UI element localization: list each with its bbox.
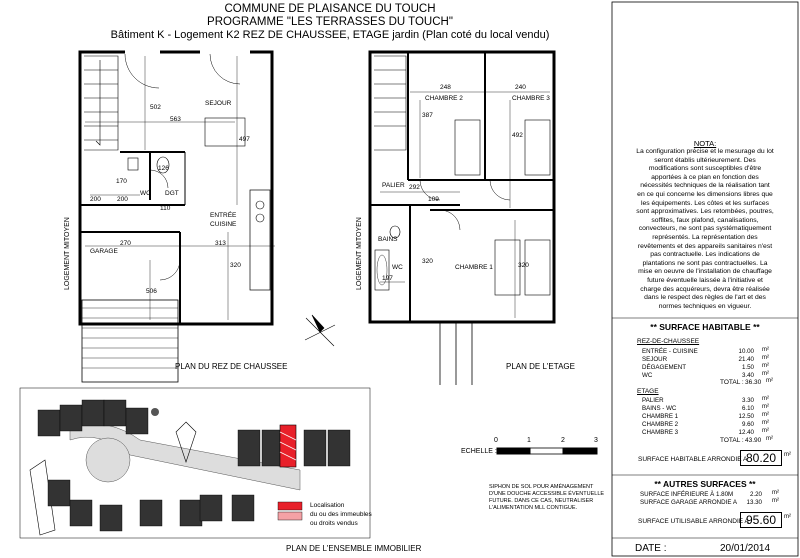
nota-title: NOTA: — [693, 139, 717, 148]
nota-block — [614, 139, 796, 311]
dim-492: 492 — [512, 132, 523, 139]
scale-tick-3: 3 — [594, 437, 598, 444]
scale-tick-0: 0 — [494, 437, 498, 444]
row-entree-cuisine: ENTRÉE - CUISINE 10.00 — [642, 348, 754, 355]
stair-rdc — [84, 56, 118, 150]
nota-body: La configuration précise et le mesurage du lot seront établis ultérieurement. Des modifications sont susceptibles d'être apportées à ce plan en fonction des nécessités techniques de la réalisation tant en ce qui concerne les dimensions libres que les équipements. Les côtes et les surfaces sont approximatives. Les retombées, poutres, soffites, faux plafond, canalisations, convecteurs, ne sont pas systématiquement représentés. La représentation des revêtements et des appareils sanitaires n'est pas contractuelle. Les indications de plantations ne sont pas contractuelles. La mise en oeuvre de l'installation de chauffage future éventuelle laissée à l'initiative et charge des acquéreurs, devra être réalisée dans le respect des règles de l'art et des normes techniques en vigueur. — [636, 148, 774, 310]
dim-197: 197 — [382, 275, 393, 282]
dim-320-etage-a: 320 — [422, 258, 433, 265]
dim-126: 126 — [158, 165, 169, 172]
legend-line-3: ou droits vendus — [310, 520, 358, 527]
dim-109: 109 — [428, 196, 439, 203]
scale-bar-graphic — [497, 448, 597, 454]
room-bains: BAINS — [378, 236, 398, 243]
row-surface-inferieure: SURFACE INFÉRIEURE À 1.80M 2.20 — [640, 491, 762, 498]
room-garage-rdc: GARAGE — [90, 248, 118, 255]
etage-label: ETAGE — [637, 388, 659, 395]
dim-313: 313 — [215, 240, 226, 247]
dim-320-etage-b: 320 — [518, 262, 529, 269]
row-sejour: SEJOUR 21.40 — [642, 356, 754, 363]
row-surface-garage: SURFACE GARAGE ARRONDIE A 13.30 — [640, 499, 762, 506]
room-chambre1: CHAMBRE 1 — [455, 264, 493, 271]
ground-floor-plan — [80, 52, 275, 382]
dim-497: 497 — [239, 136, 250, 143]
site-plan-title: PLAN DE L'ENSEMBLE IMMOBILIER — [286, 544, 422, 553]
surface-habitable-arrondie-value: 80.20 — [740, 450, 782, 466]
ground-floor-title: PLAN DU REZ DE CHAUSSEE — [175, 362, 288, 371]
dim-292: 292 — [409, 184, 420, 191]
row-chambre1: CHAMBRE 1 12.50 — [642, 413, 754, 420]
row-degagement: DÉGAGEMENT 1.50 — [642, 364, 754, 371]
dim-200b: 200 — [117, 196, 128, 203]
surface-utilisable-value: 95.60 — [740, 512, 782, 528]
row-palier: PALIER 3.30 — [642, 397, 754, 404]
date-value: 20/01/2014 — [720, 543, 771, 554]
autres-surfaces-title: ** AUTRES SURFACES ** — [654, 479, 756, 489]
room-sejour-rdc: SEJOUR — [205, 100, 232, 107]
dim-502: 502 — [150, 104, 161, 111]
room-chambre3: CHAMBRE 3 — [512, 95, 550, 102]
date-label: DATE : — [635, 543, 667, 554]
header-batiment: Bâtiment K - Logement K2 REZ DE CHAUSSEE, ETAGE jardin (Plan coté du local vendu) — [110, 29, 550, 41]
room-entree-rdc: ENTRÉE — [210, 212, 237, 219]
room-wc-rdc: WC — [140, 190, 151, 197]
dim-506: 506 — [146, 288, 157, 295]
row-wc: WC 3.40 — [642, 372, 754, 379]
compass-rose — [305, 315, 335, 346]
scale-tick-2: 2 — [561, 437, 565, 444]
dim-563: 563 — [170, 116, 181, 123]
room-cuisine-rdc: CUISINE — [210, 221, 237, 228]
dim-248: 248 — [440, 84, 451, 91]
dim-387: 387 — [422, 112, 433, 119]
row-bains-wc: BAINS - WC 6.10 — [642, 405, 754, 412]
legend-line-1: Localisation — [310, 502, 345, 509]
etage-total-label: TOTAL : — [720, 437, 744, 444]
room-chambre2: CHAMBRE 2 — [425, 95, 463, 102]
rdc-label: REZ-DE-CHAUSSEE — [637, 338, 700, 345]
mitoyen-etage: LOGEMENT MITOYEN — [356, 217, 363, 290]
stair-etage — [374, 56, 406, 150]
rdc-total: 36.30 — [745, 379, 762, 386]
dim-170: 170 — [116, 178, 127, 185]
dim-270: 270 — [120, 240, 131, 247]
row-chambre2: CHAMBRE 2 9.60 — [642, 421, 754, 428]
room-palier: PALIER — [382, 182, 405, 189]
scale-tick-1: 1 — [527, 437, 531, 444]
rdc-total-label: TOTAL : — [720, 379, 744, 386]
dim-110: 110 — [160, 205, 171, 212]
mitoyen-rdc: LOGEMENT MITOYEN — [64, 217, 71, 290]
surface-utilisable-label: SURFACE UTILISABLE ARRONDIE A — [638, 518, 749, 525]
siphon-note: SIPHON DE SOL POUR AMÉNAGEMENT D'UNE DOUCHE ACCESSIBLE ÉVENTUELLE FUTURE. DANS CE CAS, NEUTRALISER L'ALIMENTATION MLL CONTIGUE. — [489, 484, 605, 511]
header-commune: COMMUNE DE PLAISANCE DU TOUCH — [224, 3, 436, 15]
upper-floor-title: PLAN DE L'ETAGE — [506, 362, 575, 371]
dim-320-rdc: 320 — [230, 262, 241, 269]
surface-habitable-arrondie-label: SURFACE HABITABLE ARRONDIE A — [638, 456, 748, 463]
row-chambre3: CHAMBRE 3 12.40 — [642, 429, 754, 436]
dim-200a: 200 — [90, 196, 101, 203]
etage-total: 43.90 — [745, 437, 762, 444]
legend-line-2: du ou des immeubles — [310, 511, 372, 518]
header-programme: PROGRAMME "LES TERRASSES DU TOUCH" — [207, 16, 453, 28]
garage-ramp-hatch — [82, 308, 178, 368]
room-wc-etage: WC — [392, 264, 403, 271]
surface-habitable-title: ** SURFACE HABITABLE ** — [650, 322, 760, 332]
dim-240: 240 — [515, 84, 526, 91]
room-dgt-rdc: DGT — [165, 190, 179, 197]
scale-label: ECHELLE : — [461, 448, 497, 455]
